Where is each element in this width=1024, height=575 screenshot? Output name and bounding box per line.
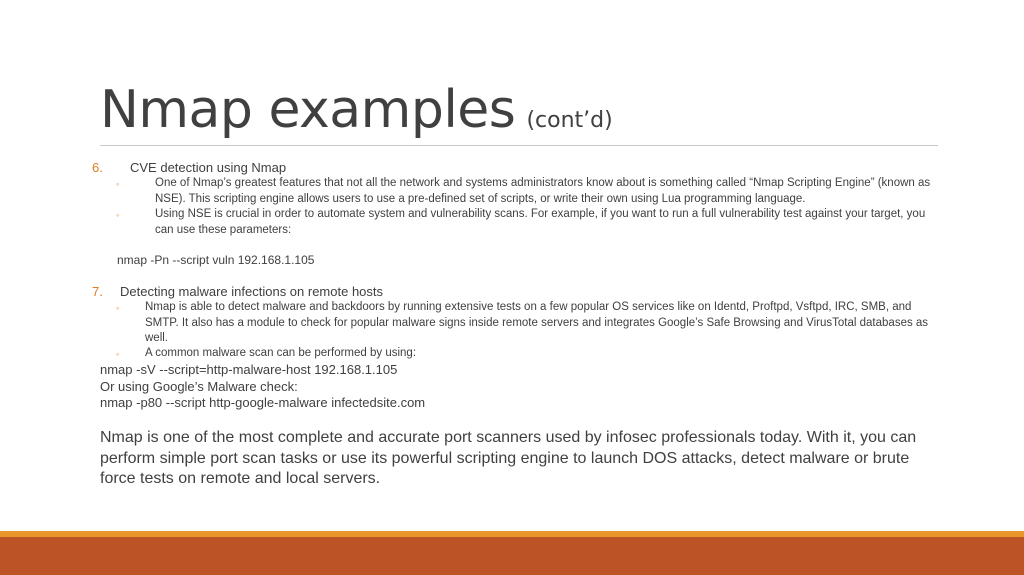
or-google-malware-text: Or using Google’s Malware check:	[100, 379, 298, 394]
item-heading-malware: Detecting malware infections on remote hosts	[120, 284, 384, 299]
item-number-7: 7.	[92, 284, 103, 299]
item-number-6: 6.	[92, 160, 103, 175]
bullet-icon: ◦	[116, 303, 120, 313]
title-main: Nmap examples	[100, 80, 516, 140]
command-vuln-scan: nmap -Pn --script vuln 192.168.1.105	[117, 253, 315, 267]
sub-bullet-malware-scan: A common malware scan can be performed by using:	[145, 347, 417, 359]
command-google-malware: nmap -p80 --script http-google-malware infectedsite.com	[100, 395, 426, 410]
bullet-icon: ◦	[116, 349, 120, 359]
sub-bullet-malware-detection: Nmap is able to detect malware and backdoors by running extensive tests on a few popular OS services like on Identd, Proftpd, Vsftpd, IRC, SMB, and SMTP. It also has a module to check for popular malware signs inside remote servers and integrates Google’s Safe Browsing and VirusTotal databases as well.	[145, 301, 929, 344]
title-sub: (cont’d)	[526, 108, 613, 133]
bullet-icon: ◦	[116, 179, 120, 189]
sub-bullet-nse-usage: Using NSE is crucial in order to automate system and vulnerability scans. For example, if you want to run a full vulnerability test against your target, you can use these parameters:	[155, 208, 926, 236]
sub-bullet-nse-intro: One of Nmap’s greatest features that not all the network and systems administrators know about is something called “Nmap Scripting Engine” (known as NSE). This scripting engine allows users to use a pre-defined set of scripts, or write their own using Lua programming language.	[155, 177, 931, 205]
footer-bar	[0, 537, 1024, 575]
command-malware-host: nmap -sV --script=http-malware-host 192.168.1.105	[100, 362, 398, 377]
summary-paragraph: Nmap is one of the most complete and accurate port scanners used by infosec professionals today. With it, you can perform simple port scan tasks or use its powerful scripting engine to launch DOS attacks, detect malware or brute force tests on remote and local servers.	[100, 429, 917, 487]
slide-title	[100, 80, 613, 140]
bullet-icon: ◦	[116, 210, 120, 220]
title-divider	[100, 145, 938, 146]
item-heading-cve: CVE detection using Nmap	[130, 160, 287, 175]
